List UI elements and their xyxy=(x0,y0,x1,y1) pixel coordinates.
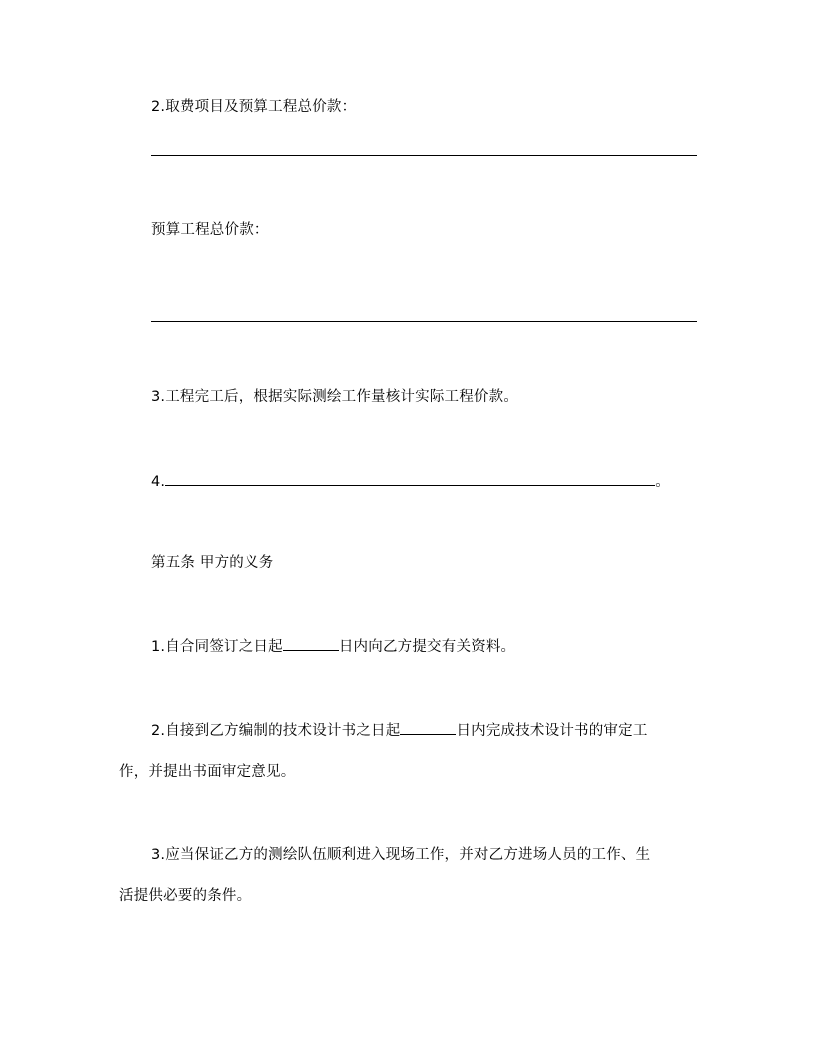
fill-in-line-fee-items xyxy=(151,155,697,156)
obligation-2-line-1 xyxy=(151,720,648,741)
obligation-2-line-2: 作，并提出书面审定意见。 xyxy=(119,764,296,780)
obligation-3-line-1: 3.应当保证乙方的测绘队伍顺利进入现场工作，并对乙方进场人员的工作、生 xyxy=(151,847,651,863)
item-3-settlement: 3.工程完工后，根据实际测绘工作量核计实际工程价款。 xyxy=(151,389,519,405)
section-title-party-a-obligations: 第五条 甲方的义务 xyxy=(151,555,274,571)
item-4-blank xyxy=(151,471,670,492)
fill-in-blank-days-1 xyxy=(283,636,339,651)
obligation-2-text-b: 日内完成技术设计书的审定工 xyxy=(456,723,648,739)
obligation-1 xyxy=(151,636,515,657)
item-4-period: 。 xyxy=(655,474,670,490)
fill-in-blank-days-2 xyxy=(400,720,456,735)
fill-in-line-budget-total xyxy=(151,321,697,322)
obligation-2-text-a: 2.自接到乙方编制的技术设计书之日起 xyxy=(151,723,401,739)
obligation-3-line-2: 活提供必要的条件。 xyxy=(119,888,252,904)
obligation-1-text-a: 1.自合同签订之日起 xyxy=(151,639,283,655)
item-4-number: 4. xyxy=(151,474,166,490)
obligation-1-text-b: 日内向乙方提交有关资料。 xyxy=(338,639,516,655)
budget-total-label: 预算工程总价款： xyxy=(151,222,269,238)
item-2-fee-items: 2.取费项目及预算工程总价款： xyxy=(151,99,357,115)
fill-in-blank-item-4 xyxy=(165,471,655,486)
